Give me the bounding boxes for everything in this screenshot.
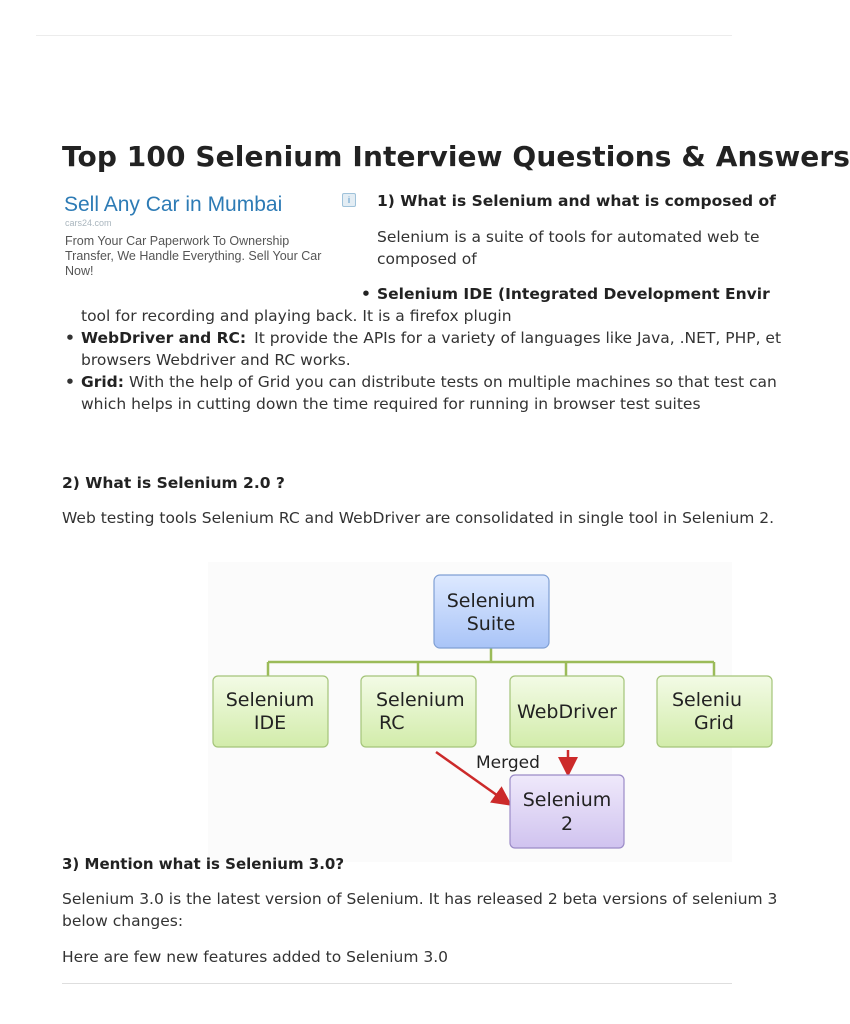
node-rc-line1: Selenium: [376, 689, 465, 711]
node-webdriver-label: WebDriver: [517, 701, 617, 723]
node-ide-line1: Selenium: [225, 689, 315, 711]
article-content: [62, 0, 850, 1024]
node-grid-line2: Grid: [694, 712, 734, 734]
node-selenium-ide: [213, 676, 328, 747]
list-item-webdriver: [81, 327, 781, 349]
node-webdriver: [510, 676, 624, 747]
list-item-webdriver-name: WebDriver and RC:: [81, 329, 247, 347]
ad-title[interactable]: Sell Any Car in Mumbai: [64, 193, 283, 216]
node-rc-line2: RC: [379, 712, 405, 734]
list-item-ide-desc: tool for recording and playing back. It is a firefox plugin: [81, 307, 512, 325]
merged-label: Merged: [476, 753, 540, 773]
list-item-grid-desc-line2: which helps in cutting down the time required for running in browser test suites: [81, 395, 701, 413]
list-item-grid-desc: With the help of Grid you can distribute tests on multiple machines so that test can: [128, 373, 777, 391]
ad-domain[interactable]: cars24.com: [65, 218, 112, 228]
node-ide-line2: IDE: [253, 712, 287, 734]
node-suite-line1: Selenium: [446, 590, 536, 612]
answer-2: Web testing tools Selenium RC and WebDriver are consolidated in single tool in Selenium 2.: [62, 509, 775, 527]
answer-1-line2: composed of: [377, 250, 477, 268]
list-item-webdriver-desc: It provide the APIs for a variety of languages like Java, .NET, PHP, et: [254, 329, 782, 347]
ad-banner[interactable]: [62, 190, 352, 290]
node-suite-line2: Suite: [466, 613, 516, 635]
node-s2-line1: Selenium: [522, 789, 612, 811]
question-2: 2) What is Selenium 2.0 ?: [62, 474, 285, 492]
node-selenium-suite: [434, 575, 549, 648]
answer-1-line1: Selenium is a suite of tools for automated web te: [377, 228, 760, 246]
list-item-webdriver-desc-line2: browsers Webdriver and RC works.: [81, 351, 351, 369]
node-grid-line1: Seleniu: [672, 689, 743, 711]
list-item-grid: [81, 371, 777, 393]
list-item-ide-name: • Selenium IDE (Integrated Development Envir: [377, 283, 770, 305]
bottom-divider: [62, 983, 732, 984]
ad-body[interactable]: From Your Car Paperwork To Ownership Transfer, We Handle Everything. Sell Your Car Now!: [65, 234, 322, 278]
answer-3-features: Here are few new features added to Selenium 3.0: [62, 948, 449, 966]
node-selenium-rc: [361, 676, 476, 747]
selenium-suite-diagram: [208, 562, 743, 862]
list-item-grid-name: Grid:: [81, 373, 124, 391]
question-3: 3) Mention what is Selenium 3.0?: [62, 855, 345, 873]
node-s2-line2: 2: [560, 813, 574, 835]
page-title: Top 100 Selenium Interview Questions & Answers: [62, 140, 850, 173]
question-1: 1) What is Selenium and what is composed of: [377, 192, 776, 210]
ad-info-icon[interactable]: i: [342, 193, 356, 207]
answer-3-line1: Selenium 3.0 is the latest version of Selenium. It has released 2 beta versions of selenium 3: [62, 890, 778, 908]
node-selenium-2: [510, 775, 624, 848]
answer-3-line2: below changes:: [62, 912, 184, 930]
node-selenium-grid: [657, 676, 772, 747]
